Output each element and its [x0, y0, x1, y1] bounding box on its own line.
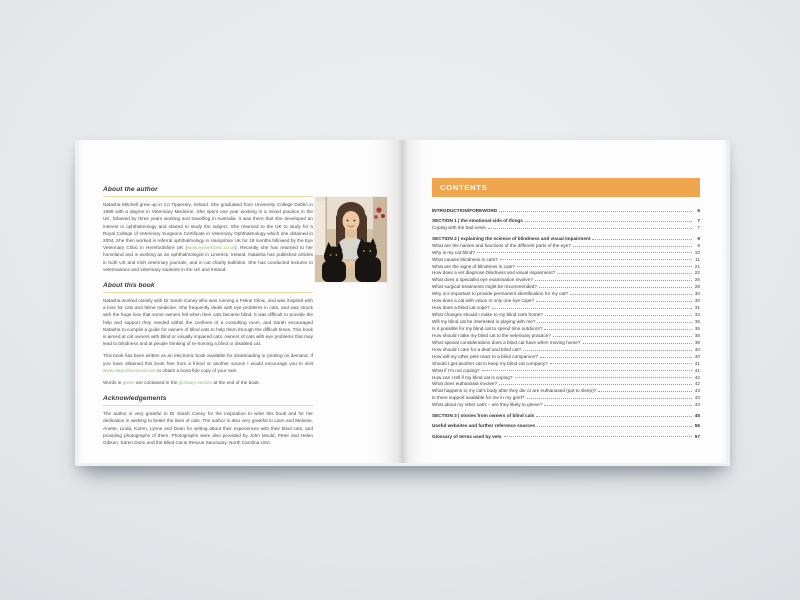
toc-page-number: 22 — [694, 270, 700, 276]
toc-dotted-leader — [557, 273, 692, 274]
toc-entry-label: Coping with the bad news — [432, 225, 486, 231]
toc-entry-label: How will my other pets react to a blind companion? — [432, 353, 538, 359]
toc-entry — [432, 352, 700, 359]
toc-entry-label: What are the signs of blindness in cats? — [432, 263, 515, 269]
toc-entry — [432, 206, 700, 213]
toc-page-number: 36 — [694, 325, 700, 331]
toc-entry — [432, 317, 700, 324]
toc-dotted-leader — [550, 363, 692, 364]
toc-dotted-leader — [535, 280, 692, 281]
toc-dotted-leader — [499, 384, 692, 385]
toc-entry-label: What does euthanasia involve? — [432, 381, 498, 387]
toc-dotted-leader — [515, 377, 692, 378]
about-book-text-before-link: This book has been written as an electronic book available for downloading or printing on demand. If you have obtained this book free from a friend or another source I would encourage you to visit — [103, 353, 313, 366]
toc-entry-label: What happens to my cat's body after they die or are euthanased (put to sleep)? — [432, 388, 597, 394]
toc-page-number: 42 — [694, 374, 700, 380]
toc-entry — [432, 223, 700, 230]
about-book-paragraph-3 — [103, 379, 313, 386]
toc-page-number: 6 — [697, 207, 700, 213]
toc-entry-label: How should I care for a deaf and blind cat? — [432, 346, 522, 352]
toc-page-number: 26 — [694, 277, 700, 283]
toc-entry-label: SECTION 2 | explaining the science of blindness and visual impairment — [432, 235, 591, 241]
left-page — [75, 140, 402, 466]
toc-page-number: 31 — [694, 305, 700, 311]
toc-dotted-leader — [536, 301, 692, 302]
toc-entry — [432, 421, 700, 428]
toc-entry — [432, 345, 700, 352]
about-author-paragraph — [103, 201, 313, 273]
toc-entry-label: How does a vet diagnose blindness and visual impairment? — [432, 270, 556, 276]
toc-entry — [432, 248, 700, 255]
contents-banner — [432, 178, 700, 197]
toc-entry — [432, 303, 700, 310]
toc-dotted-leader — [539, 287, 692, 288]
toc-page-number: 7 — [697, 225, 700, 231]
glossary-section-link: glossary section — [178, 380, 213, 386]
author-photo-illustration — [315, 197, 387, 282]
toc-page-number: 28 — [694, 284, 700, 290]
toc-dotted-leader — [537, 426, 692, 427]
toc-dotted-leader — [592, 239, 692, 240]
glossary-note-text-b: are contained in the — [134, 380, 179, 386]
toc-entry — [432, 338, 700, 345]
toc-entry — [432, 296, 700, 303]
toc-entry-label: Is it possible for my blind cat to spend time outdoors? — [432, 325, 543, 331]
toc-entry-label: SECTION 1 | the emotional side of things — [432, 218, 523, 224]
about-author-text-before-link: Natasha Mitchell grew up in Co Tipperary, Ireland. She graduated from University College Dublin in 1998 with a degree in Veterinary Medicine. She spent one year working in a mixed practice in the UK, followed by three years working and travelling in Australia. It was there that she developed an interest in ophthalmology and started to study the subject. She returned to the UK to study for a Royal College of Veterinary Surgeons Certificate in Veterinary Ophthalmology which she obtained in 2004. She then worked in referral ophthalmology in Hampshire UK for 18 months followed by the Eye Veterinary Clinic in Herefordshire UK ( — [103, 202, 313, 251]
toc-entry-label: Why is it important to provide permanent identification for my cat? — [432, 291, 568, 297]
toc-entry-label: SECTION 3 | stories from owners of blind cats — [432, 412, 535, 418]
toc-entry-label: Is there support available for me in my grief? — [432, 395, 525, 401]
toc-entry — [432, 393, 700, 400]
toc-entry — [432, 386, 700, 393]
toc-dotted-leader — [500, 259, 692, 260]
toc-page-number: 9 — [697, 235, 700, 241]
toc-entry — [432, 324, 700, 331]
toc-dotted-leader — [492, 308, 692, 309]
toc-dotted-leader — [598, 391, 692, 392]
about-author-heading: About the author — [103, 186, 313, 197]
toc-page-number: 41 — [694, 360, 700, 366]
right-page-content — [432, 178, 700, 439]
about-book-text-after-link: to obtain a bona fide copy of your own. — [155, 367, 238, 373]
toc-entry — [432, 282, 700, 289]
toc-entry-label: How does a cat with vision in only one eye cope? — [432, 298, 535, 304]
toc-dotted-leader — [488, 228, 692, 229]
toc-page-number: 40 — [694, 346, 700, 352]
catprofessional-link: www.catprofessional.com — [103, 367, 156, 373]
toc-dotted-leader — [523, 350, 692, 351]
toc-dotted-leader — [517, 266, 692, 267]
toc-page-number: 42 — [694, 381, 700, 387]
toc-entry — [432, 255, 700, 262]
acknowledgements-heading: Acknowledgements — [103, 395, 313, 406]
page-stack-edge-left — [75, 140, 79, 466]
author-photo — [315, 197, 387, 282]
page-stack-edge-bottom — [75, 463, 730, 466]
about-author-section — [103, 186, 313, 273]
toc-entry — [432, 380, 700, 387]
toc-dotted-leader — [540, 357, 692, 358]
toc-page-number: 21 — [694, 263, 700, 269]
toc-page-number: 40 — [694, 353, 700, 359]
toc-dotted-leader — [537, 322, 692, 323]
toc-entry-label: What if I'm not coping? — [432, 367, 480, 373]
toc-dotted-leader — [545, 315, 692, 316]
toc-page-number: 38 — [694, 332, 700, 338]
toc-entry — [432, 241, 700, 248]
toc-entry-label: What does a specialist eye examination involve? — [432, 277, 533, 283]
about-book-paragraph-1: Natasha worked closely with Dr Sarah Caney who was running a Feline Clinic, and was inspired with a love for cats and feline medicine. She frequently deals with eye problems in cats, and was struck with the huge loss that some owners felt when their cats became blind. It was difficult to provide the help and support they needed within the confines of a consulting room, and Sarah encouraged Natasha to compile a guide for owners of blind cats to help them through the difficult times. This book is aimed at cat owners with blind or visually impaired cats, owners of cats with eye problems that may lead to blindness and at people thinking of re-homing a blind or disabled cat. — [103, 298, 313, 347]
toc-entry-label: Why is my cat blind? — [432, 249, 475, 255]
toc-entry-label: Should I get another cat to keep my blind cat company? — [432, 360, 548, 366]
toc-page-number: 30 — [694, 298, 700, 304]
acknowledgements-section — [103, 395, 313, 446]
toc-entry-label: How does a blind cat cope? — [432, 305, 490, 311]
toc-dotted-leader — [525, 221, 692, 222]
toc-page-number: 55 — [694, 423, 700, 429]
open-book-spread — [75, 140, 730, 466]
toc-page-number: 45 — [694, 412, 700, 418]
toc-dotted-leader — [536, 416, 692, 417]
toc-list — [432, 206, 700, 439]
toc-entry — [432, 400, 700, 407]
toc-page-number: 43 — [694, 395, 700, 401]
toc-entry — [432, 234, 700, 241]
toc-dotted-leader — [573, 246, 692, 247]
toc-page-number: 43 — [694, 402, 700, 408]
toc-entry-label: What changes should I make to my blind cat's home? — [432, 312, 543, 318]
toc-dotted-leader — [527, 398, 693, 399]
toc-entry — [432, 216, 700, 223]
toc-entry — [432, 310, 700, 317]
toc-entry — [432, 269, 700, 276]
about-author-text-after-link: ). Recently she has returned to her homeland and is working as an ophthalmologist in Limerick, Ireland. Natasha has published articles in both UK and Irish veterinary journals, and in cat charity bulletins. She has conducted lectures to veterinarians and veterinary students in the UK and Ireland. — [103, 245, 313, 272]
toc-page-number: 9 — [697, 242, 700, 248]
toc-page-number: 35 — [694, 319, 700, 324]
toc-page-number: 41 — [694, 367, 700, 373]
toc-page-number: 11 — [695, 256, 700, 262]
toc-dotted-leader — [504, 436, 692, 437]
toc-entry — [432, 373, 700, 380]
toc-page-number: 43 — [694, 388, 700, 394]
toc-dotted-leader — [477, 252, 692, 253]
contents-title: CONTENTS — [440, 183, 488, 192]
about-book-section — [103, 282, 313, 386]
toc-page-number: 32 — [694, 312, 700, 318]
toc-entry — [432, 289, 700, 296]
toc-page-number: 57 — [694, 433, 700, 439]
toc-page-number: 10 — [694, 249, 700, 255]
toc-entry-label: What special considerations does a blind cat have when moving home? — [432, 339, 581, 345]
toc-dotted-leader — [544, 329, 692, 330]
toc-entry — [432, 262, 700, 269]
toc-page-number: 30 — [694, 291, 700, 297]
toc-entry — [432, 331, 700, 338]
toc-entry-label: What about my other cat/s – are they likely to grieve? — [432, 402, 543, 408]
toc-entry-label: Glossary of terms used by vets — [432, 433, 502, 439]
about-book-paragraph-2 — [103, 352, 313, 374]
toc-entry — [432, 359, 700, 366]
toc-entry — [432, 366, 700, 373]
right-page — [402, 140, 730, 466]
toc-entry-label: How should I take my blind cat to the veterinary practice? — [432, 332, 551, 338]
eyevetclinic-link: www.eyevetclinic.co.uk — [187, 245, 235, 251]
glossary-note-text-c: at the end of the book. — [212, 380, 261, 386]
toc-dotted-leader — [544, 405, 692, 406]
toc-entry-label: Will my blind cat be interested in playing with me? — [432, 319, 536, 324]
page-stack-edge-right — [726, 140, 730, 466]
toc-entry-label: What causes blindness in cats? — [432, 256, 498, 262]
left-page-content — [103, 186, 313, 455]
toc-dotted-leader — [482, 370, 692, 371]
toc-entry-label: What surgical treatments might be recommended? — [432, 284, 537, 290]
toc-page-number: 38 — [694, 339, 700, 345]
toc-entry — [432, 411, 700, 418]
toc-dotted-leader — [583, 343, 692, 344]
toc-page-number: 7 — [697, 218, 700, 224]
toc-entry-label: How can I tell if my blind cat is coping? — [432, 374, 513, 380]
about-book-heading: About this book — [103, 282, 313, 293]
toc-entry-label: Useful websites and further reference sources — [432, 423, 536, 429]
toc-dotted-leader — [570, 294, 692, 295]
toc-entry — [432, 275, 700, 282]
acknowledgements-paragraph: The author is very grateful to Dr Sarah Caney for the inspiration to write this book and for her dedication in wishing to better the lives of cats. The author is also very grateful to Liam and Melanie, Anette, Linda, Karen, Lynne and Dean for writing about their experiences with their blind cats, and providing photographs of them. Photographs were also provided by John Mould, Peter and Helen Gibson, Karen Dunn and the Blind Cat & Rescue Sanctuary, North Carolina USA. — [103, 411, 313, 446]
green-word: green — [122, 380, 135, 386]
toc-dotted-leader — [499, 211, 692, 212]
toc-entry-label: INTRODUCTION/FOREWORD — [432, 207, 498, 213]
toc-dotted-leader — [553, 336, 692, 337]
toc-entry-label: What are the names and functions of the different parts of the eye? — [432, 242, 571, 248]
toc-entry — [432, 432, 700, 439]
glossary-note-text-a: Words in — [103, 380, 123, 386]
